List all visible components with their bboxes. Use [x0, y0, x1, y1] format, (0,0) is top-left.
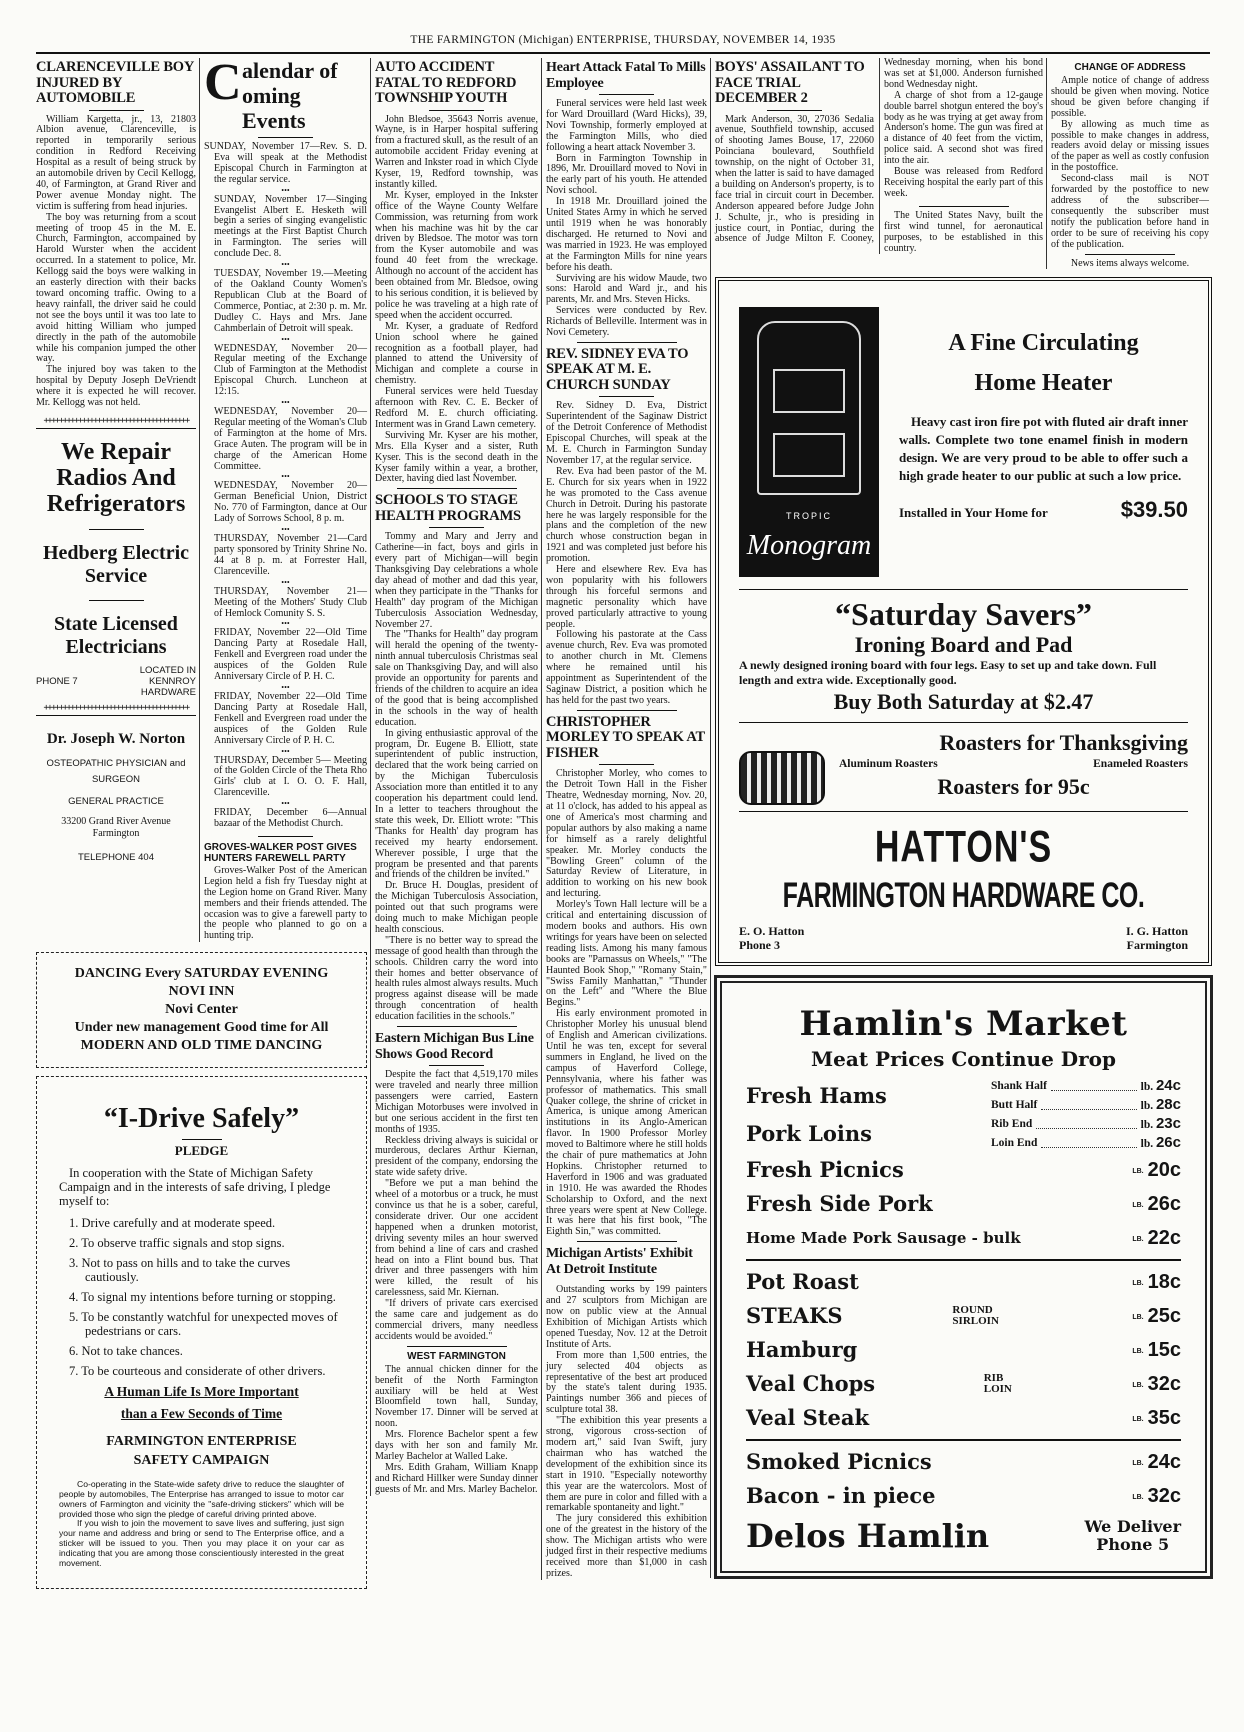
price-row	[746, 1333, 1181, 1367]
item-name: Smoked Picnics	[746, 1449, 932, 1475]
divider	[746, 1439, 1181, 1441]
divider	[746, 1259, 1181, 1261]
calendar-entry: ••• WEDNESDAY, November 20—Regular meeting of the Woman's Club of Farmington at the home of Mrs. Grace Auten. The program will be in charge of the American Home Committee.	[204, 398, 367, 472]
calendar-entry-list	[204, 142, 367, 830]
paragraph: Groves-Walker Post of the American Legion held a fish fry Tuesday night at the Legion home on Grand River. Many members and their friends attended. The occasion was to give a farewell party to the people who planned to go on a hunting trip.	[204, 864, 367, 942]
doctor-title: OSTEOPATHIC PHYSICIAN and SURGEON	[46, 757, 186, 785]
calendar-entry: ••• TUESDAY, November 19.—Meeting of the Oakland County Women's Republican Club at the Board of Commerce, Pontiac, at 2:30 p. m. Mr. Dudley C. Hays and Mrs. Jane Cahmberlain of Detroit will speak.	[204, 260, 367, 334]
paragraph: Morley's Town Hall lecture will be a critical and entertaining discussion of modern books and authors. His own writings for years have been on selected reading lists. Among his many famous books are "Parnassus on Wheels," "The Haunted Book Shop," "Romany Stain," "Swiss Family Manhattan," "Thunder on the Left" and "Where the Blue Begins."	[546, 899, 707, 1009]
divider	[1085, 254, 1175, 255]
price: 22c	[1147, 1226, 1181, 1249]
phone-number: PHONE 7	[36, 675, 78, 687]
calendar-entry: ••• WEDNESDAY, November 20—Regular meeting of the Exchange Club of Farmington at the Methodist Episcopal Church. Luncheon at 12:15.	[204, 335, 367, 399]
divider	[577, 710, 677, 711]
delivery-note: We Deliver	[1084, 1517, 1181, 1537]
savers-offer: Buy Both Saturday at $2.47	[833, 689, 1094, 715]
filler-paragraph: The United States Navy, built the first wind tunnel, for aeronautical purposes, to be established in this country.	[884, 209, 1043, 254]
roaster-pot-icon	[739, 751, 825, 805]
unit: lb.	[1140, 1081, 1154, 1094]
divider	[397, 1026, 517, 1027]
price: 28c	[1155, 1096, 1181, 1114]
paragraph: Tommy and Mary and Jerry and Catherine—in fact, boys and girls in every part of Michigan—will begin Thanksgiving Day celebrations a whole day ahead of mother and dad this year, when they participate in the "Thanks for Health" day program of the Michigan Tuberculosis Association Wednesday, November 27.	[375, 531, 538, 630]
paragraph: Mrs. Edith Graham, William Knapp and Richard Hillker were Sunday dinner guests of Mr. and Mrs. Marley Bachelor.	[375, 1461, 538, 1495]
calendar-entry: ••• THURSDAY, November 21—Card party sponsored by Trinity Shrine No. 44 at 8 p. m. at Forrester Hall, Clarenceville.	[204, 525, 367, 578]
roasters-offer: Roasters for 95c	[937, 774, 1090, 800]
item-name: Fresh Picnics	[746, 1157, 904, 1183]
heater-price: $39.50	[1120, 497, 1188, 523]
calendar-entry: ••• FRIDAY, December 6—Annual bazaar of the Methodist Church.	[204, 799, 367, 830]
paragraph-list	[375, 532, 538, 1023]
cut-name: Rib End	[991, 1118, 1033, 1131]
divider	[397, 488, 517, 489]
item-name: Pot Roast	[746, 1269, 859, 1295]
ornament-rule: ++++++++++++++++++++++++++++++++++++++	[36, 704, 196, 716]
roaster-type: Enameled Roasters	[1093, 758, 1188, 771]
unit: LB.	[1132, 1201, 1144, 1209]
campaign-line: SAFETY CAMPAIGN	[133, 1453, 270, 1469]
roasters-section	[739, 723, 1188, 812]
norton-ad	[36, 730, 196, 864]
saturday-savers-section	[739, 590, 1188, 723]
headline: CHRISTOPHER MORLEY TO SPEAK AT FISHER	[546, 713, 705, 761]
paragraph: His early environment promoted in Christopher Morley his unusual blend of English and American civilizations. Until he was ten, except for several summers in England, he lived on the campus of Haverford College, Pennsylvania, where his father was professor of mathematics. This small Quaker college, the shrine of cricket in America, is unique among American institutions in its Anglo-American flavor. In 1900 Professor Morley moved to Baltimore where he still holds the chair of pure mathematics at John Hopkins. Christopher returned to Haverford in 1906 and was graduated in 1910. He was awarded the Rhodes Scholarship to Oxford, and the next three years were spent at New College. It was here that his first book, "The Eighth Sin," was committed.	[546, 1008, 707, 1238]
price-row	[746, 1153, 1181, 1187]
unit: LB.	[1132, 1415, 1144, 1423]
price-row	[746, 1265, 1181, 1299]
cut-name: Butt Half	[991, 1099, 1038, 1112]
divider	[89, 600, 144, 601]
paragraph: In 1918 Mr. Drouillard joined the United States Army in which he served until 1919 when he was honorably discharged. He returned to Novi and was married in 1923. He was employed at the Farmington Mills for nine years before his death.	[546, 196, 707, 273]
owner-name: E. O. Hatton	[739, 924, 805, 939]
item-name: STEAKS	[746, 1303, 843, 1329]
divider	[258, 137, 313, 138]
divider	[429, 527, 484, 528]
column-3	[370, 58, 538, 1496]
install-label: Installed in Your Home for	[899, 505, 1048, 521]
headline: CHANGE OF ADDRESS	[1074, 62, 1186, 73]
heater-image	[739, 307, 879, 577]
logo-line: HATTON'S	[874, 822, 1053, 873]
price: 25c	[1147, 1304, 1181, 1327]
paragraph: The injured boy was taken to the hospital by Deputy Joseph DeVriendt where it is expected he will recover. Mr. Kellogg was not held.	[36, 364, 196, 409]
ad-headline: We Repair Radios And Refrigerators	[46, 438, 186, 517]
item-name: Fresh Hams	[746, 1083, 887, 1109]
item-name: Veal Chops	[746, 1371, 876, 1397]
price-row	[746, 1401, 1181, 1435]
calendar-of-events	[199, 54, 367, 942]
paragraph: John Bledsoe, 35643 Norris avenue, Wayne, is in Harper hospital suffering from a fractured skull, as the result of an automobile accident Friday evening at Warren and Inkster road in which Clyde Kyser, 19, Redford township, was instantly killed.	[375, 113, 538, 190]
headline: GROVES-WALKER POST GIVES HUNTERS FAREWELL PARTY	[204, 841, 357, 865]
divider	[89, 529, 144, 530]
calendar-entry: ••• FRIDAY, November 22—Old Time Dancing Party at Rosedale Hall, Fenkell and Evergreen road under the auspices of the Golden Rule Anniversary Circle of P. H. C.	[204, 683, 367, 747]
savers-description: A newly designed ironing board with four legs. Easy to set up and take down. Full length and extra wide. Exceptionally good.	[739, 658, 1157, 688]
paragraph: Mr. Kyser, a graduate of Redford Union school where he gained recognition as a football player, had planned to attend the University of Michigan and complete a course in chemistry.	[375, 320, 538, 387]
paragraph: In giving enthusiastic approval of the program, Dr. Eugene B. Elliott, state superintendent of public instruction, declared that the work being carried on by the Michigan Tuberculosis Association more than entitled it to any cooperation his department could lend. In a letter to teachers throughout the state this week, Dr. Elliott wrote: "This 'Thanks for Health' day program has received my hearty endorsement. Wherever possible, I urge that the program be presented and that parents and friends of the children be invited."	[375, 727, 538, 881]
business-name: Hedberg Electric Service	[42, 541, 190, 587]
paragraph: "If drivers of private cars exercised the same care and judgement as do commercial drivers, many needless accidents would be avoided."	[375, 1298, 538, 1342]
price: 32c	[1147, 1484, 1181, 1507]
stove-icon	[757, 321, 861, 495]
price-row	[746, 1077, 1181, 1115]
divider	[258, 836, 313, 837]
pledge-item: 3. Not to pass on hills and to take the curves cautiously.	[69, 1256, 291, 1285]
unit: LB.	[1132, 1347, 1144, 1355]
paragraph: Bouse was released from Redford Receiving hospital the early part of this week.	[884, 166, 1043, 199]
drop-cap: C	[204, 54, 242, 111]
paragraph: The annual chicken dinner for the benefit of the North Farmington auxiliary will be held at West Bloomfield town hall, Sunday, November 17. Dinner will be served at noon.	[375, 1363, 538, 1430]
pledge-label: PLEDGE	[174, 1143, 229, 1159]
price: 24c	[1155, 1077, 1181, 1095]
paragraph-list	[546, 401, 707, 706]
paragraph-list	[546, 1285, 707, 1579]
item-name: Home Made Pork Sausage - bulk	[746, 1229, 1021, 1248]
title-line: oming Events	[242, 83, 306, 133]
paragraph: Here and elsewhere Rev. Eva has won popularity with his followers through his forceful sermons and magnetic personality which have proved particularly attractive to young people.	[546, 564, 707, 630]
ornament-rule: ++++++++++++++++++++++++++++++++++++++	[36, 417, 196, 429]
ad-text: MODERN AND OLD TIME DANCING	[80, 1038, 323, 1054]
unit: LB.	[1132, 1381, 1144, 1389]
pledge-item: 6. Not to take chances.	[69, 1344, 183, 1359]
price-row	[746, 1479, 1181, 1513]
paragraph: The boy was returning from a scout meeting of troop 45 in the M. E. Church, Farmington, accompained by Harold Wurster when the accident occurred. In a statement to police, Mr. Kellogg said the boys were walking in an easterly direction with their backs toward oncoming traffic. Owing to a heavy rainfall, the driver said he could not see the boys until it was too late to avoid hitting William who jumped directly in the path of the automobile while his companion jumped the other way.	[36, 211, 196, 365]
calendar-entry: ••• THURSDAY, November 21—Meeting of the Mothers' Study Club of Hemlock Comunity S. S.	[204, 578, 367, 620]
heater-description: Heavy cast iron fire pot with fluted air draft inner walls. Complete two tone enamel finish in modern design. We are very proud to be able to offer such a high grade heater to our public at such a low price.	[899, 414, 1188, 484]
venue-location: Novi Center	[165, 1002, 238, 1018]
unit: lb.	[1140, 1119, 1154, 1132]
item-name: Bacon - in piece	[746, 1483, 936, 1509]
hamlins-market-ad	[715, 976, 1212, 1578]
slogan: A Human Life Is More Important	[104, 1384, 299, 1400]
unit: LB.	[1132, 1235, 1144, 1243]
headline: CLARENCEVILLE BOY INJURED BY AUTOMOBILE	[36, 59, 194, 106]
paragraph: Born in Farmington Township in 1896, Mr. Drouillard moved to Novi in the early part of his youth. He attended Novi school.	[546, 152, 707, 197]
right-block	[710, 58, 1212, 1578]
paragraph: Mark Anderson, 30, 27036 Sedalia avenue, Southfield township, accused of shooting James Bouse, 17, 22060 Poinciana boulevard, Southfield township, on the night of October 31, when the latter is said to have damaged a building on Anderson's property, is to face trial in circuit court in December. Anderson appeared before Judge John J. Schulte, jr., who is presiding in justice court, in Pontiac, during the absence of Judge Milton F. Cooney, Wednesday morning, when his bond was set at $1,000. Anderson furnished bond Wednesday night.	[715, 57, 1043, 245]
pledge-item-list	[59, 1216, 344, 1378]
fine-print: If you wish to join the movement to save lives and suffering, just sign your name and address and bring or send to The Enterprise office, and a sticker will be issued to you. Then you may place it on your car as indicating that you are among those conscientiously interested in the great movement.	[59, 1518, 344, 1568]
paragraph: Surviving Mr. Kyser are his mother, Mrs. Ella Kyser and a sister, Ruth Kyser. This is the second death in the Kyser family within a year, a brother, Dexter, having died last November.	[375, 429, 538, 485]
price: 15c	[1147, 1338, 1181, 1361]
cut-note: RIB LOIN	[983, 1372, 1012, 1396]
owner-name: I. G. Hatton	[1125, 924, 1188, 939]
paragraph: "Before we put a man behind the wheel of a motorbus or a truck, he must convince us that he is a sober, careful, considerate driver. Our one accident happened when a drunken motorist, driving seventy miles an hour swerved from behind a line of cars and crashed head on into a Flint bound bus. That driver and three passengers with him were killed, the result of his carelessness, said Mr. Kiernan.	[375, 1178, 538, 1299]
brand-logo: Monogram	[746, 530, 872, 562]
divider	[599, 764, 654, 765]
telephone: TELEPHONE 404	[77, 851, 155, 863]
item-name: Hamburg	[746, 1337, 858, 1363]
divider	[919, 206, 1009, 207]
cut-name: Loin End	[991, 1137, 1038, 1150]
divider	[577, 1241, 677, 1242]
paragraph-list	[375, 1365, 538, 1496]
item-name: Pork Loins	[746, 1121, 872, 1147]
pledge-item: 2. To observe traffic signals and stop signs.	[69, 1236, 285, 1251]
paragraph: "There is no better way to spread the message of good health than through the schools. Children carry the word into their homes and better observance of health rules almost always results. Much progress against disease will be made through concentration of health education facilities in the schools."	[375, 934, 538, 1023]
campaign-name	[59, 1432, 344, 1470]
unit: lb.	[1140, 1100, 1154, 1113]
paragraph-list	[1051, 76, 1209, 251]
calendar-entry: ••• WEDNESDAY, November 20—German Beneficial Union, District No. 770 of Farmington, dance at Our Lady of Sorrows School, 8 p. m.	[204, 472, 367, 525]
paragraph: Ample notice of change of address should be given when moving. Notice shoud be given before changing if possible.	[1051, 75, 1209, 119]
price: 18c	[1147, 1270, 1181, 1293]
campaign-line: FARMINGTON ENTERPRISE	[106, 1434, 297, 1450]
divider	[429, 110, 484, 111]
paragraph: Surviving are his widow Maude, two sons: Harold and Ward jr., and his parents, Mr. and Mrs. Steven Hicks.	[546, 272, 707, 306]
masthead: THE FARMINGTON (Michigan) ENTERPRISE, THURSDAY, NOVEMBER 14, 1935	[410, 34, 836, 46]
divider	[599, 1280, 654, 1281]
paragraph: Outstanding works by 199 painters and 27 sculptors from Michigan are now on public view at the Annual Exhibition of Michigan Artists which opened Tuesday, Nov. 12 at the Detroit Institute of Arts.	[546, 1284, 707, 1350]
price: 23c	[1155, 1115, 1181, 1133]
hatton-hardware-ad	[715, 277, 1212, 966]
roaster-type: Aluminum Roasters	[839, 758, 938, 771]
price: 35c	[1147, 1406, 1181, 1429]
headline: Michigan Artists' Exhibit At Detroit Institute	[546, 1246, 693, 1277]
paragraph: Christopher Morley, who comes to the Detroit Town Hall in the Fisher Theatre, Wednesday morning, Nov. 20, at 11 o'clock, has added to his appeal as one of America's most charming and popular authors by also making a name for himself as a rarely delightful speaker. Mr. Morley conducts the "Bowling Green" column of the Saturday Review of Literature, in addition to working on his new book and lecturing.	[546, 768, 707, 900]
brand-small: TROPIC	[785, 511, 832, 522]
divider	[767, 110, 822, 111]
paragraph: Rev. Eva had been pastor of the M. E. Church for six years when in 1922 he was promoted to the Cass avenue Church in Detroit. During his pastorate here he was largely responsible for the plans and the completion of the new church whose construction began in 1921 and was completed just before his promotion.	[546, 465, 707, 565]
price-row	[746, 1115, 1181, 1153]
ad-headline: DANCING Every SATURDAY EVENING	[74, 966, 329, 982]
price: 26c	[1147, 1192, 1181, 1215]
pledge-title: “I-Drive Safely”	[103, 1103, 300, 1135]
city: Farmington	[92, 827, 140, 839]
change-of-address-notice	[1046, 58, 1209, 269]
paragraph: "The exhibition this year presents a strong, vigorous cross-section of modern art," said Ivan Swift, jury chairman who has watched the development of the exhibition since its start in 1910. "Especially noteworthy this year are the watercolors. Most of them are pure in color and filled with a remarkable spontaneity and light."	[546, 1415, 707, 1514]
paragraph-list	[36, 115, 196, 409]
calendar-entry: ••• FRIDAY, November 22—Old Time Dancing Party at Rosedale Hall, Fenkell and Evergreen road under the auspices of the Golden Rule Anniversary Circle of P. H. C.	[204, 619, 367, 683]
headline: REV. SIDNEY EVA TO SPEAK AT M. E. CHURCH SUNDAY	[546, 345, 689, 393]
paragraph: Rev. Sidney D. Eva, District Superintendent of the Saginaw District of the Detroit Conference of Methodist Episcopal Churches, will speak at the M. E. Church in Farmington Sunday November 17, at the regular service.	[546, 400, 707, 466]
fine-print-list	[59, 1480, 344, 1568]
title-line: alendar of	[242, 58, 338, 83]
market-slogan: Meat Prices Continue Drop	[811, 1047, 1116, 1072]
paragraph: Reckless driving always is suicidal or murderous, declares Arthur Kiernan, president of the company, endorsing the state wide safety drive.	[375, 1134, 538, 1179]
pledge-item: 7. To be courteous and considerate of other drivers.	[69, 1364, 326, 1379]
divider	[599, 396, 654, 397]
hedberg-electric-ad	[36, 417, 196, 716]
fine-print: Co-operating in the State-wide safety drive to reduce the slaughter of people by automobiles, The Enterprise has arranged to issue to motor car owners of Farmington and vicinity the "safe-driving stickers" which will be provided those who sign the pledge of careful driving printed above.	[59, 1479, 344, 1519]
price-row	[746, 1187, 1181, 1221]
unit: LB.	[1132, 1493, 1144, 1501]
ad-text: Under new management Good time for All	[74, 1020, 329, 1036]
paragraph: Funeral services were held Tuesday afternoon with Rev. C. E. Becker of Redford M. E. church officiating. Interment was in Grand Lawn cemetery.	[375, 386, 538, 430]
price-row	[746, 1299, 1181, 1333]
address: 33200 Grand River Avenue	[61, 815, 171, 827]
divider	[182, 1139, 222, 1140]
location: LOCATED IN KENNROY HARDWARE	[139, 664, 196, 698]
price-row	[746, 1221, 1181, 1255]
savers-product: Ironing Board and Pad	[854, 632, 1073, 658]
paragraph: Mrs. Florence Bachelor spent a few days with her son and family Mr. Marley Bachelor at Walled Lake.	[375, 1429, 538, 1462]
phone-number: Phone 3	[739, 938, 781, 953]
article-assailant	[715, 58, 1043, 254]
paragraph: By allowing as much time as possible to make changes in address, readers avoid delay or missing issues of the paper as well as costly confusion in the postoffice.	[1051, 118, 1209, 174]
item-name: Fresh Side Pork	[746, 1191, 933, 1217]
divider	[599, 94, 654, 95]
paragraph-list	[375, 1070, 538, 1343]
paragraph: Funeral services were held last week for Ward Drouillard (Ward Hicks), 39, Novi Township, formerly employed at the Farmington Mills, who died following a heart attack November 3.	[546, 98, 707, 153]
paragraph-list	[546, 769, 707, 1238]
left-block	[36, 54, 367, 1589]
paragraph-list	[546, 99, 707, 339]
headline: Heart Attack Fatal To Mills Employee	[546, 60, 706, 91]
price: 20c	[1147, 1158, 1181, 1181]
heater-title: Home Heater	[974, 370, 1113, 397]
column-1	[36, 58, 196, 864]
logo-line: FARMINGTON HARDWARE CO.	[782, 876, 1145, 917]
divider	[89, 110, 144, 111]
price: 24c	[1147, 1450, 1181, 1473]
novi-inn-dancing-ad	[36, 952, 367, 1068]
store-logo	[739, 812, 1188, 956]
divider	[577, 342, 677, 343]
paragraph: Second-class mail is NOT forwarded by the postoffice to new address of the subscriber—consequently the subscriber must notify the publication before hand in order to be sure of receiving his copy of the publication.	[1051, 173, 1209, 250]
divider	[407, 1346, 507, 1347]
paragraph: From more than 1,500 entries, the jury selected 404 objects as representative of the best art produced by the state's talent during 1935. Paintings number 366 and pieces of sculpture total 38.	[546, 1349, 707, 1416]
drive-safely-pledge	[36, 1076, 367, 1589]
price-row	[746, 1445, 1181, 1479]
price: 32c	[1147, 1372, 1181, 1395]
pledge-intro: In cooperation with the State of Michigan Safety Campaign and in the interests of safe driving, I pledge myself to:	[59, 1166, 331, 1209]
headline: AUTO ACCIDENT FATAL TO REDFORD TOWNSHIP YOUTH	[375, 59, 517, 106]
city: Farmington	[1126, 938, 1188, 953]
unit: LB.	[1132, 1167, 1144, 1175]
savers-title: “Saturday Savers”	[835, 596, 1092, 633]
phone-number: Phone 5	[1096, 1535, 1170, 1555]
cut-name: Shank Half	[991, 1080, 1047, 1093]
calendar-entry: SUNDAY, November 17—Rev. S. D. Eva will speak at the Methodist Episcopal Church in Farmington at the regular service.	[204, 141, 367, 185]
pledge-item: 4. To signal my intentions before turning or stopping.	[69, 1290, 336, 1305]
calendar-title	[204, 54, 367, 133]
venue-name: NOVI INN	[168, 984, 235, 1000]
calendar-entry: ••• SUNDAY, November 17—Singing Evangelist Albert E. Hesketh will begin a series of singing evangelistic meetings at the First Baptist Church in Farmington. The series will conclude Dec. 8.	[204, 186, 367, 260]
page-body	[36, 54, 1210, 1589]
headline: Eastern Michigan Bus Line Shows Good Record	[375, 1031, 534, 1062]
pledge-item: 5. To be constantly watchful for unexpected moves of pedestrians or cars.	[69, 1310, 338, 1339]
paragraph: Despite the fact that 4,519,170 miles were traveled and nearly three million passengers were carried, Eastern Michigan Motorbuses were involved in but one serious accident in the first ten months of 1935.	[375, 1069, 538, 1135]
doctor-name: Dr. Joseph W. Norton	[46, 730, 186, 747]
paragraph: A charge of shot from a 12-gauge double barrel shotgun entered the boy's body as he was trying at get away from Anderson's home. The gun was fired at a distance of 40 feet from the victim, police said. A second shot was fired into the air.	[884, 89, 1043, 167]
paragraph: Mr. Kyser, employed in the Inkster office of the Wayne County Welfare Commission, was returning from work when his machine was hit by the car driven by Bledsoe. The motor was torn from the Kyser automobile and was found 40 feet from the wreckage. Although no account of the accident has been obtained from Mr. Bledsoe, owing to his serious condition, it is believed by police he was traveling at a high rate of speed when the accident occurred.	[375, 189, 538, 321]
price-row	[746, 1367, 1181, 1401]
paragraph: William Kargetta, jr., 13, 21803 Albion avenue, Clarenceville, is reported in temporarily serious condition in Redford Receiving Hospital as a result of being struck by an automobile driven by Cecil Kellogg, 40, of Farmington, at Grand River and Power avenue Monday night. The victim is suffering from head injuries.	[36, 113, 196, 212]
heater-title: A Fine Circulating	[948, 330, 1139, 357]
calendar-entry: ••• THURSDAY, December 5— Meeting of the Golden Circle of the Theta Rho Girls' club at I. O. O. F. Hall, Clarenceville.	[204, 747, 367, 800]
paragraph-list	[375, 115, 538, 486]
owner-name: Delos Hamlin	[746, 1517, 990, 1556]
paragraph: The jury considered this exhibition one of the greatest in the history of the show. The Michigan artists who were judged first in their respective mediums received more than $1,000 in cash prizes.	[546, 1513, 707, 1579]
column-4	[541, 58, 707, 1580]
headline: BOYS' ASSAILANT TO FACE TRIAL DECEMBER 2	[715, 59, 865, 106]
cut-note: ROUND SIRLOIN	[952, 1304, 999, 1328]
pledge-item: 1. Drive carefully and at moderate speed.	[69, 1216, 276, 1231]
headline: SCHOOLS TO STAGE HEALTH PROGRAMS	[375, 492, 521, 524]
slogan: than a Few Seconds of Time	[120, 1406, 283, 1422]
item-name: Veal Steak	[746, 1405, 870, 1431]
paragraph: Services were conducted by Rev. Richards of Belleville. Interment was in Novi Cemetery.	[546, 305, 707, 339]
unit: LB.	[1132, 1279, 1144, 1287]
unit: LB.	[1132, 1459, 1144, 1467]
article-clarenceville	[36, 60, 196, 409]
paragraph: Dr. Bruce H. Douglas, president of the Michigan Tuberculosis Association, pointed out that such programs were doing much to make Michigan people health conscious.	[375, 880, 538, 935]
unit: lb.	[1140, 1138, 1154, 1151]
price: 26c	[1155, 1134, 1181, 1152]
paragraph: Following his pastorate at the Cass avenue church, Rev. Eva was promoted to another church in Mt. Clemens where he remained until his appointment as Superintendent of the Saginaw District, a position which he has held for the past two years.	[546, 629, 707, 706]
divider	[429, 1065, 484, 1066]
paragraph: The "Thanks for Health" day program will herald the opening of the twenty-ninth annual tuberculosis Christmas seal sale on Thanksgiving Day, and will also provide an opportunity for parents and friends of the children to acquire an idea of the good that is being accomplished in the schools in the way of health education.	[375, 629, 538, 728]
unit: LB.	[1132, 1313, 1144, 1321]
heater-section	[739, 287, 1188, 590]
ad-tagline: State Licensed Electricians	[54, 612, 178, 658]
footer-note: News items always welcome.	[1070, 257, 1190, 269]
roasters-title: Roasters for Thanksgiving	[939, 730, 1188, 756]
market-name: Hamlin's Market	[799, 1004, 1128, 1045]
practice: GENERAL PRACTICE	[68, 795, 164, 807]
headline: WEST FARMINGTON	[407, 1350, 506, 1362]
